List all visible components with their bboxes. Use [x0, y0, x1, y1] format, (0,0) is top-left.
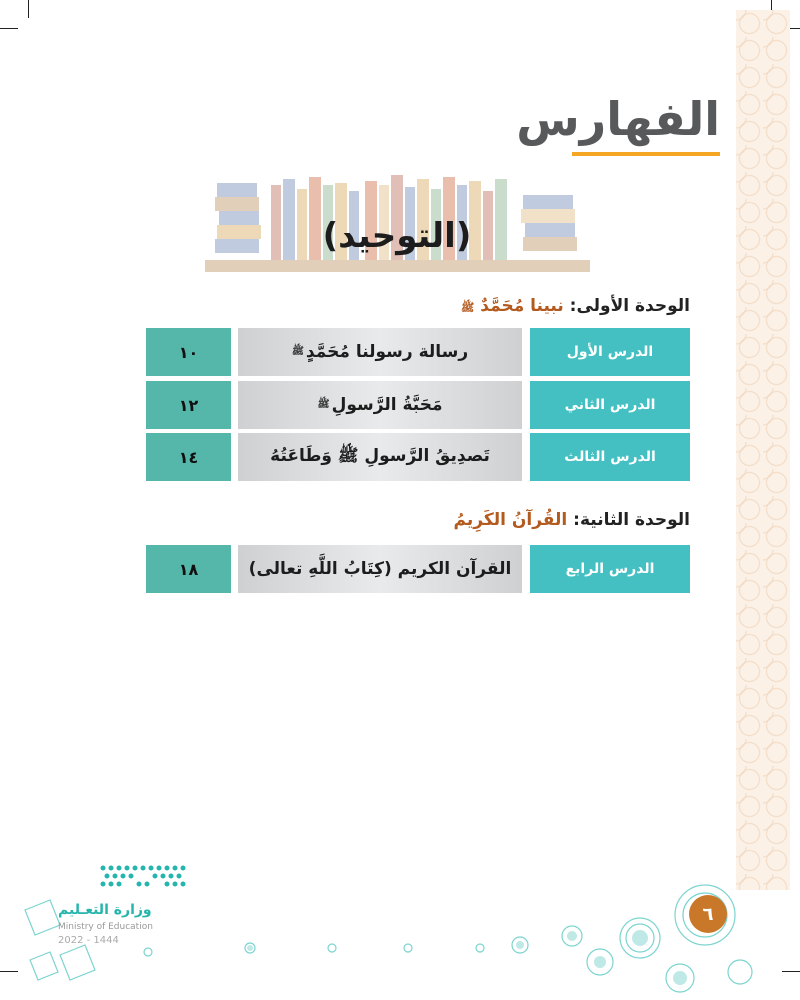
lesson-title-text: رسالة رسولنا مُحَمَّدٍ — [305, 342, 469, 362]
lesson-title — [238, 381, 522, 429]
page-number: ١٨ — [146, 545, 231, 593]
honorific-icon: ﷺ — [291, 346, 304, 357]
unit-2-label: الوحدة الثانية: — [573, 510, 690, 530]
ministry-name-en: Ministry of Education — [58, 922, 153, 932]
page-number: ١٤ — [146, 433, 231, 481]
lesson-title-text: القرآن الكريم (كِتَابُ اللَّهِ تعالى) — [248, 559, 512, 579]
honorific-icon: ﷺ — [317, 399, 330, 410]
unit-1-label: الوحدة الأولى: — [569, 296, 690, 316]
lesson-title-text: تَصدِيقُ الرَّسولِ ﷺ وَطَاعَتُهُ — [270, 445, 490, 466]
table-row[interactable] — [146, 545, 690, 593]
page-number-badge: ٦ — [689, 895, 727, 933]
ministry-name-ar: وزارة التعـليم — [58, 902, 152, 918]
lesson-title-text: مَحَبَّةُ الرَّسولِ — [331, 395, 443, 415]
side-pattern-strip — [736, 10, 790, 890]
unit-1-heading — [461, 296, 690, 317]
lesson-title — [238, 545, 522, 593]
title-underline — [572, 152, 720, 156]
crop-mark — [0, 28, 18, 29]
unit-2-name: القُرآنُ الكَرِيمُ — [453, 510, 568, 530]
table-row[interactable] — [146, 328, 690, 376]
lesson-label: الدرس الأول — [530, 328, 690, 376]
page-number: ١٠ — [146, 328, 231, 376]
bookshelf-banner — [205, 165, 590, 280]
page-title: الفهارس — [516, 92, 720, 146]
unit-1-name: نبينا مُحَمَّدٌ — [480, 296, 564, 316]
lesson-label: الدرس الثالث — [530, 433, 690, 481]
banner-title: (التوحيد) — [322, 216, 472, 256]
table-row[interactable] — [146, 381, 690, 429]
crop-mark — [28, 0, 29, 18]
page-number: ١٢ — [146, 381, 231, 429]
lesson-title — [238, 328, 522, 376]
lesson-label: الدرس الرابع — [530, 545, 690, 593]
table-row[interactable] — [146, 433, 690, 481]
unit-2-heading — [454, 510, 690, 530]
unit-1-honorific: ﷺ — [461, 301, 475, 314]
ministry-year: 2022 - 1444 — [58, 935, 119, 946]
lesson-title — [238, 433, 522, 481]
lesson-label: الدرس الثاني — [530, 381, 690, 429]
